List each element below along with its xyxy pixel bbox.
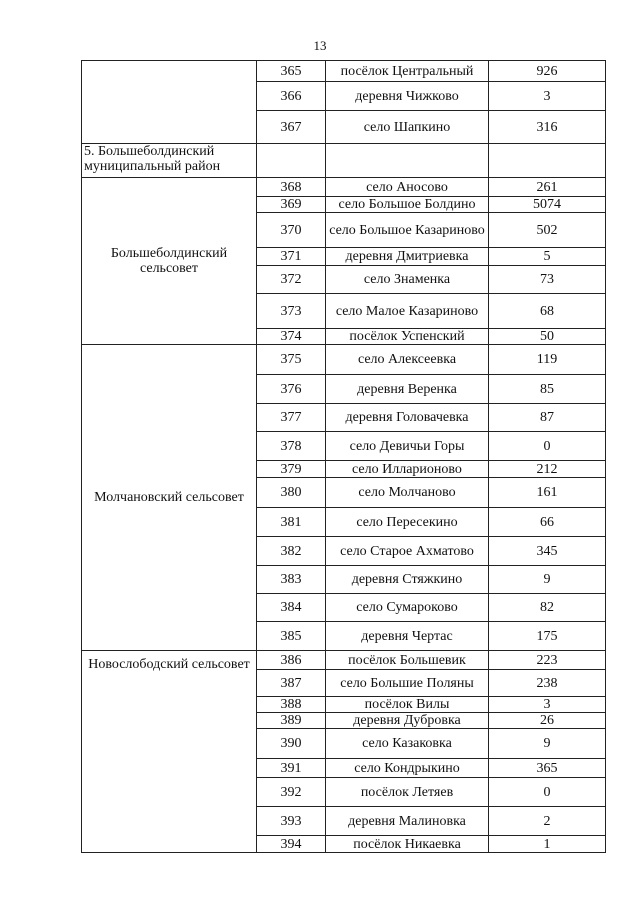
row-number: 382 [257, 537, 326, 566]
municipality-label: Молчановский сельсовет [82, 345, 257, 651]
population: 3 [489, 697, 606, 713]
settlement-name: село Илларионово [326, 461, 489, 478]
table-row [82, 178, 606, 197]
row-number: 369 [257, 197, 326, 213]
settlement-name: село Знаменка [326, 266, 489, 294]
settlement-name: деревня Малиновка [326, 807, 489, 836]
row-number: 372 [257, 266, 326, 294]
population: 0 [489, 778, 606, 807]
population: 73 [489, 266, 606, 294]
settlement-name: посёлок Летяев [326, 778, 489, 807]
municipality-label: Большеболдинский сельсовет [82, 178, 257, 345]
row-number: 388 [257, 697, 326, 713]
row-number: 373 [257, 294, 326, 329]
table-row [82, 651, 606, 670]
settlement-name: деревня Дубровка [326, 713, 489, 729]
row-number: 381 [257, 508, 326, 537]
population: 26 [489, 713, 606, 729]
row-number: 370 [257, 213, 326, 248]
row-number: 375 [257, 345, 326, 375]
population: 175 [489, 622, 606, 651]
population: 5074 [489, 197, 606, 213]
row-number: 374 [257, 329, 326, 345]
settlement-name: село Большие Поляны [326, 670, 489, 697]
row-number: 380 [257, 478, 326, 508]
population: 5 [489, 248, 606, 266]
population: 223 [489, 651, 606, 670]
empty-cell [326, 144, 489, 178]
settlement-name: деревня Дмитриевка [326, 248, 489, 266]
row-number: 376 [257, 375, 326, 404]
population: 1 [489, 836, 606, 853]
row-number: 390 [257, 729, 326, 759]
settlement-name: деревня Стяжкино [326, 566, 489, 594]
population: 85 [489, 375, 606, 404]
row-number: 365 [257, 61, 326, 82]
settlement-name: село Молчаново [326, 478, 489, 508]
settlement-name: село Большое Болдино [326, 197, 489, 213]
settlement-name: деревня Веренка [326, 375, 489, 404]
population: 261 [489, 178, 606, 197]
settlement-name: село Шапкино [326, 111, 489, 144]
population: 0 [489, 432, 606, 461]
population: 316 [489, 111, 606, 144]
page-number: 13 [313, 38, 327, 53]
municipality-label: Новослободский сельсовет [82, 651, 257, 853]
settlement-name: село Большое Казариново [326, 213, 489, 248]
settlement-name: посёлок Никаевка [326, 836, 489, 853]
row-number: 394 [257, 836, 326, 853]
settlements-table [81, 60, 606, 853]
empty-cell [257, 144, 326, 178]
settlement-name: посёлок Вилы [326, 697, 489, 713]
settlement-name: деревня Чижково [326, 82, 489, 111]
population: 119 [489, 345, 606, 375]
settlement-name: село Кондрыкино [326, 759, 489, 778]
population: 212 [489, 461, 606, 478]
population: 68 [489, 294, 606, 329]
population: 66 [489, 508, 606, 537]
settlement-name: село Казаковка [326, 729, 489, 759]
population: 9 [489, 729, 606, 759]
population: 502 [489, 213, 606, 248]
row-number: 378 [257, 432, 326, 461]
population: 3 [489, 82, 606, 111]
population: 9 [489, 566, 606, 594]
row-number: 371 [257, 248, 326, 266]
population: 926 [489, 61, 606, 82]
settlement-name: село Алексеевка [326, 345, 489, 375]
region-row [82, 144, 606, 178]
population: 238 [489, 670, 606, 697]
settlement-name: посёлок Центральный [326, 61, 489, 82]
row-number: 387 [257, 670, 326, 697]
row-number: 391 [257, 759, 326, 778]
empty-cell [489, 144, 606, 178]
table-row [82, 61, 606, 82]
population: 82 [489, 594, 606, 622]
row-number: 392 [257, 778, 326, 807]
population: 87 [489, 404, 606, 432]
row-number: 367 [257, 111, 326, 144]
row-number: 368 [257, 178, 326, 197]
population: 50 [489, 329, 606, 345]
region-label: 5. Большеболдинский муниципальный район [82, 144, 257, 178]
row-number: 366 [257, 82, 326, 111]
settlement-name: село Сумароково [326, 594, 489, 622]
row-number: 386 [257, 651, 326, 670]
settlement-name: село Аносово [326, 178, 489, 197]
row-number: 389 [257, 713, 326, 729]
population: 365 [489, 759, 606, 778]
row-number: 393 [257, 807, 326, 836]
municipality-label [82, 61, 257, 144]
row-number: 384 [257, 594, 326, 622]
settlement-name: посёлок Большевик [326, 651, 489, 670]
table-row [82, 345, 606, 375]
row-number: 379 [257, 461, 326, 478]
settlement-name: село Старое Ахматово [326, 537, 489, 566]
settlement-name: село Пересекино [326, 508, 489, 537]
settlement-name: село Девичьи Горы [326, 432, 489, 461]
settlement-name: деревня Чертас [326, 622, 489, 651]
population: 161 [489, 478, 606, 508]
row-number: 377 [257, 404, 326, 432]
row-number: 385 [257, 622, 326, 651]
settlement-name: посёлок Успенский [326, 329, 489, 345]
settlement-name: село Малое Казариново [326, 294, 489, 329]
row-number: 383 [257, 566, 326, 594]
population: 345 [489, 537, 606, 566]
settlement-name: деревня Головачевка [326, 404, 489, 432]
population: 2 [489, 807, 606, 836]
